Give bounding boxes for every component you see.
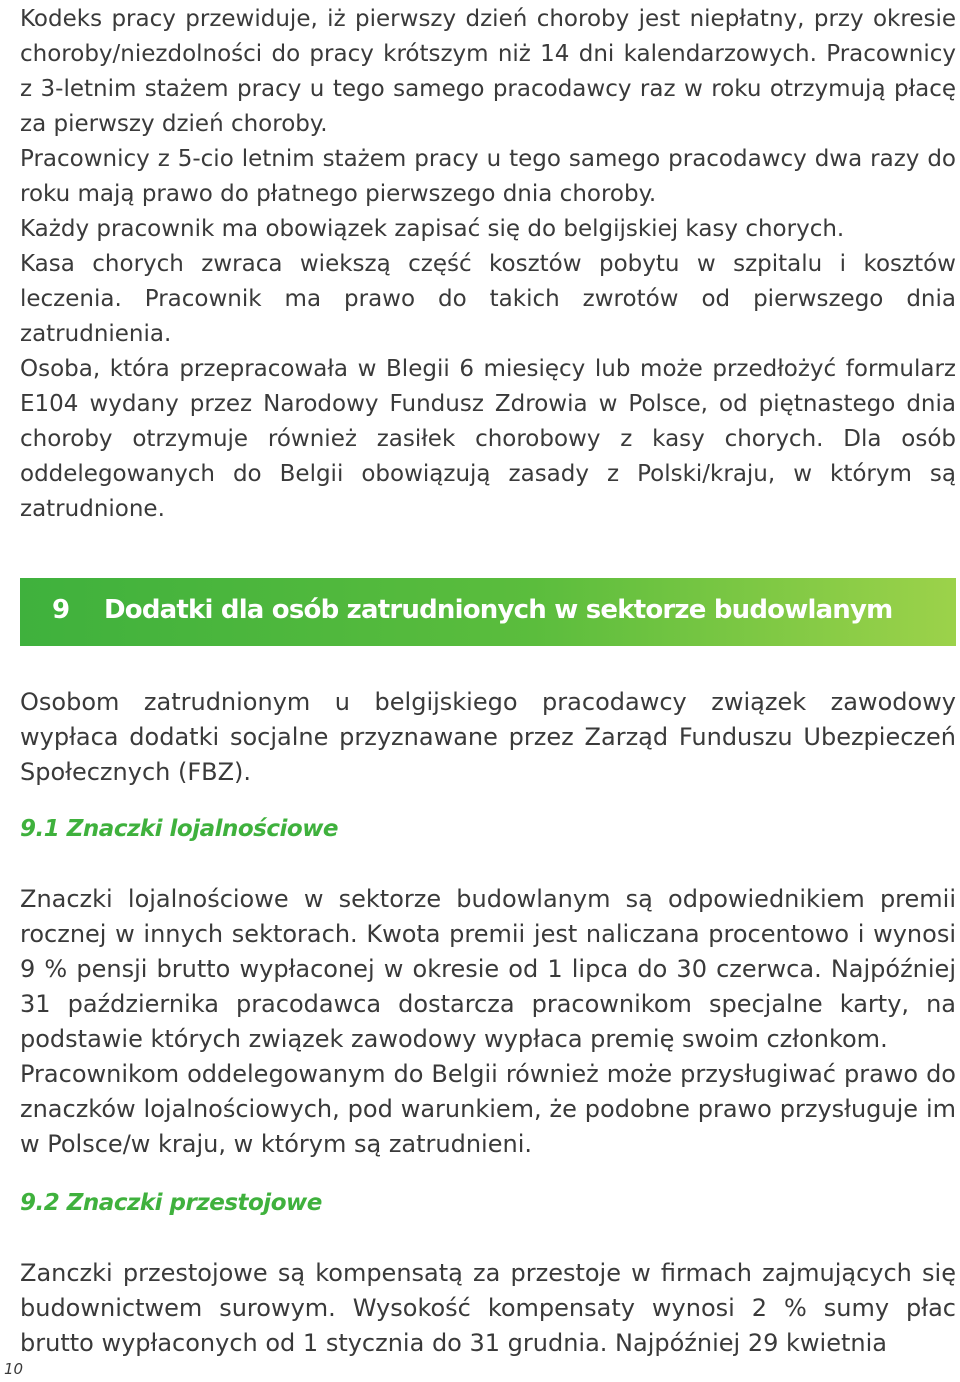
paragraph-loyalty-stamps: Znaczki lojalnościowe w sektorze budowlanym są odpowiednikiem premii rocznej w innych sektorach. Kwota premii jest naliczana procentowo i wynosi 9 % pensji brutto wypłaconej w okresie od 1 lipca do 30 czerwca. Najpóźniej 31 października pracodawca dostarcza pracownikom specjalne karty, na podstawie których związek zawodowy wypłaca premię swoim członkom. bbox=[20, 885, 956, 1053]
paragraph-health-fund-registration: Każdy pracownik ma obowiązek zapisać się do belgijskiej kasy chorych. bbox=[20, 216, 845, 242]
paragraph-sickness-benefit: Osoba, która przepracowała w Blegii 6 miesięcy lub może przedłożyć formularz E104 wydany przez Narodowy Fundusz Zdrowia w Polsce, od piętnastego dnia choroby otrzymuje również zasiłek chorobowy z kasy chorych. Dla osób oddelegowanych do Belgii obowiązują zasady z Polski/kraju, w którym są zatrudnione. bbox=[20, 356, 956, 522]
subsection-heading-loyalty-stamps: 9.1 Znaczki lojalnościowe bbox=[20, 816, 339, 842]
paragraph-health-fund-refunds: Kasa chorych zwraca wiekszą część kosztów pobytu w szpitalu i kosztów leczenia. Pracownik ma prawo do takich zwrotów od pierwszego dnia zatrudnienia. bbox=[20, 251, 956, 347]
page-number: 10 bbox=[4, 1360, 24, 1378]
subsection-heading-downtime-stamps: 9.2 Znaczki przestojowe bbox=[20, 1190, 322, 1216]
paragraph-sick-leave-first-day: Kodeks pracy przewiduje, iż pierwszy dzień choroby jest niepłatny, przy okresie choroby/niezdolności do pracy krótszym niż 14 dni kalendarzowych. Pracownicy z 3-letnim stażem pracy u tego samego pracodawcy raz w roku otrzymują płacę za pierwszy dzień choroby. bbox=[20, 6, 956, 137]
paragraph-five-year-seniority: Pracownicy z 5-cio letnim stażem pracy u tego samego pracodawcy dwa razy do roku mają prawo do płatnego pierwszego dnia choroby. bbox=[20, 146, 956, 207]
section-number: 9 bbox=[52, 595, 70, 625]
paragraph-downtime-stamps: Zanczki przestojowe są kompensatą za przestoje w firmach zajmujących się budownictwem surowym. Wysokość kompensaty wynosi 2 % sumy płac brutto wypłaconych od 1 stycznia do 31 grudnia. Najpóźniej 29 kwietnia bbox=[20, 1259, 956, 1357]
paragraph-social-allowances: Osobom zatrudnionym u belgijskiego pracodawcy związek zawodowy wypłaca dodatki socjalne przyznawane przez Zarząd Funduszu Ubezpieczeń Społecznych (FBZ). bbox=[20, 688, 956, 786]
section-title: Dodatki dla osób zatrudnionych w sektorze budowlanym bbox=[104, 595, 893, 625]
paragraph-posted-workers-loyalty: Pracownikom oddelegowanym do Belgii również może przysługiwać prawo do znaczków lojalnościowych, pod warunkiem, że podobne prawo przysługuje im w Polsce/w kraju, w którym są zatrudnieni. bbox=[20, 1060, 956, 1158]
section-heading-banner bbox=[20, 578, 956, 646]
